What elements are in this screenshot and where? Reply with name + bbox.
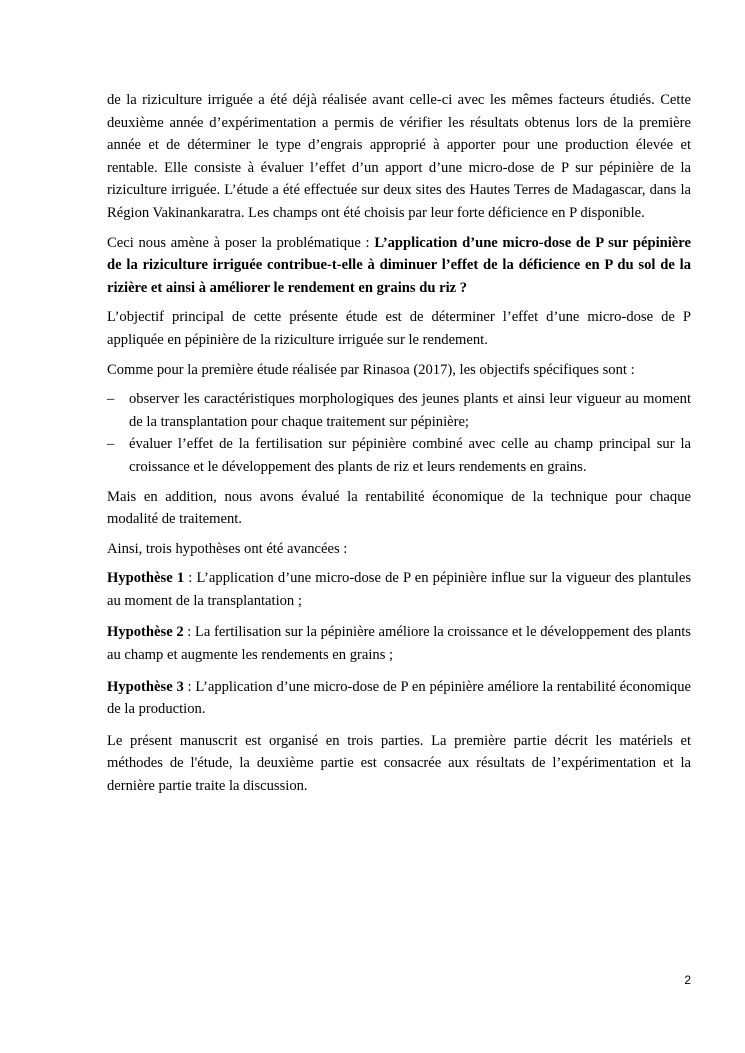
hypothesis-text: : L’application d’une micro-dose de P en pépinière améliore la rentabilité économique de la production. [107, 678, 691, 718]
specific-objectives-intro: Comme pour la première étude réalisée par Rinasoa (2017), les objectifs spécifiques sont : [107, 361, 635, 378]
main-objective-paragraph: L’objectif principal de cette présente étude est de déterminer l’effet d’une micro-dose de P appliquée en pépinière de la riziculture irriguée sur le rendement. [107, 309, 691, 348]
page-number: 2 [684, 973, 691, 987]
list-item [107, 388, 691, 433]
addition-paragraph: Mais en addition, nous avons évalué la rentabilité économique de la technique pour chaque modalité de traitement. [107, 488, 691, 528]
hypothesis-2 [107, 621, 691, 666]
hypothesis-text: : L’application d’une micro-dose de P en pépinière influe sur la vigueur des plantules au moment de la transplantation ; [107, 570, 691, 609]
hypothesis-text: : La fertilisation sur la pépinière améliore la croissance et le développement des plants au champ et augmente les rendements en grains ; [107, 624, 691, 664]
intro-paragraph: de la riziculture irriguée a été déjà réalisée avant celle-ci avec les mêmes facteurs étudiés. Cette deuxième année d’expérimentation a permis de vérifier les résultats obtenus lors de la première année et de déterminer le type d’engrais approprié à apporter pour une production élevée et rentable. Elle consiste à évaluer l’effet d’un apport d’une micro-dose de P sur pépinière de la riziculture irriguée. L’étude a été effectuée sur deux sites des Hautes Terres de Madagascar, dans la Région Vakinankaratra. Les champs ont été choisis par leur forte déficience en P disponible. [107, 92, 691, 221]
hypothesis-label: Hypothèse 1 [107, 570, 185, 587]
specific-objectives-list [107, 388, 691, 478]
hypotheses-intro: Ainsi, trois hypothèses ont été avancées : [107, 540, 348, 557]
document-body [107, 89, 691, 805]
hypothesis-label: Hypothèse 2 [107, 624, 184, 641]
list-item-text: observer les caractéristiques morphologiques des jeunes plants et ainsi leur vigueur au moment de la transplantation pour chaque traitement sur pépinière; [129, 391, 691, 430]
list-item-text: évaluer l’effet de la fertilisation sur pépinière combiné avec celle au champ principal sur la croissance et le développement des plants de riz et leurs rendements en grains. [129, 436, 691, 475]
outline-paragraph: Le présent manuscrit est organisé en trois parties. La première partie décrit les matériels et méthodes de l'étude, la deuxième partie est consacrée aux résultats de l’expérimentation et la dernière partie traite la discussion. [107, 732, 691, 795]
hypothesis-3 [107, 676, 691, 721]
hypothesis-label: Hypothèse 3 [107, 678, 184, 695]
problem-question-text: L’application d’une micro-dose de P sur pépinière de la riziculture irriguée contribue-t-elle à diminuer l’effet de la déficience en P du sol de la rizière et ainsi à améliorer le rendement en grains du riz ? [107, 234, 691, 296]
problem-statement-paragraph [107, 232, 691, 300]
hypothesis-1 [107, 567, 691, 612]
dash-bullet: – [107, 391, 115, 408]
list-item [107, 433, 691, 478]
dash-bullet: – [107, 436, 115, 453]
problem-lead-text: Ceci nous amène à poser la problématique : [107, 234, 375, 251]
